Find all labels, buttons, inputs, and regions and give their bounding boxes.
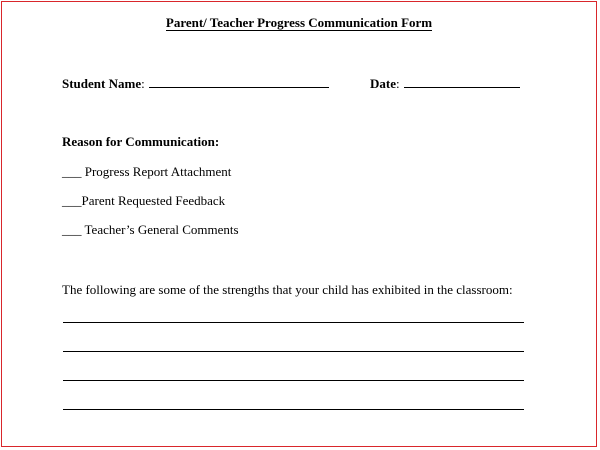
option-parent-feedback[interactable]: ___Parent Requested Feedback: [62, 193, 226, 208]
student-name-row: [62, 75, 329, 92]
date-field[interactable]: [404, 75, 520, 88]
strengths-line-4[interactable]: [63, 409, 524, 410]
strengths-line-3[interactable]: [63, 380, 524, 381]
student-name-colon: :: [141, 76, 145, 91]
strengths-prompt: The following are some of the strengths that your child has exhibited in the classroom:: [62, 282, 513, 297]
reason-heading: Reason for Communication:: [62, 134, 220, 149]
student-name-label: Student Name: [62, 76, 142, 91]
form-title: [2, 15, 596, 31]
strengths-line-2[interactable]: [63, 351, 524, 352]
form-title-text: Parent/ Teacher Progress Communication Form: [165, 15, 433, 30]
strengths-line-1[interactable]: [63, 322, 524, 323]
date-row: [370, 75, 520, 92]
date-colon: :: [396, 76, 400, 91]
date-label: Date: [370, 76, 396, 91]
option-teacher-comments[interactable]: ___ Teacher’s General Comments: [62, 222, 239, 237]
student-name-field[interactable]: [149, 75, 329, 88]
option-progress-report[interactable]: ___ Progress Report Attachment: [62, 164, 232, 179]
form-page: [1, 1, 597, 447]
